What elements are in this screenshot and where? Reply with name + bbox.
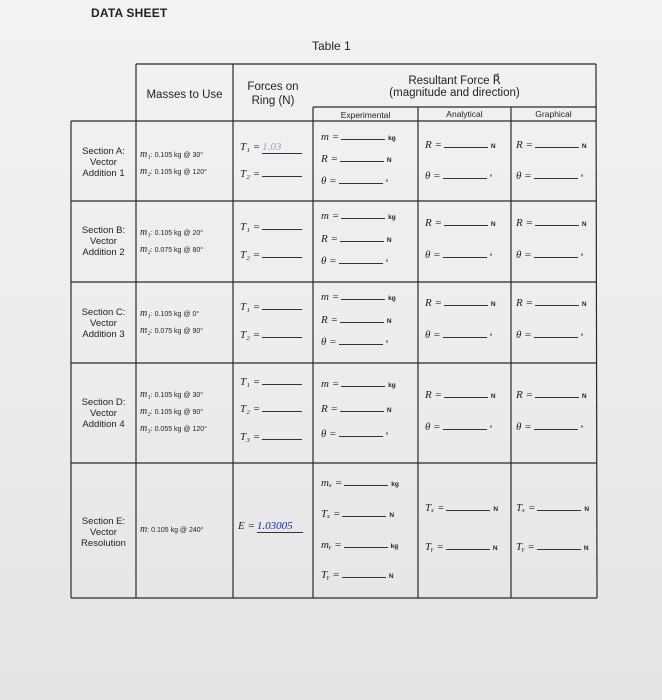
b-exp-theta[interactable]: θ = ° bbox=[321, 255, 389, 267]
e-ana-tx[interactable]: Tₓ = N bbox=[425, 502, 499, 514]
c-gra-r[interactable]: R = N bbox=[516, 297, 587, 309]
c-gra-theta[interactable]: θ = ° bbox=[516, 329, 584, 341]
e-ana-ty[interactable]: Tᵧ = N bbox=[425, 541, 498, 553]
c-t2-field[interactable]: T₂ = bbox=[240, 329, 302, 341]
section-b-label: Section B: Vector Addition 2 bbox=[81, 225, 126, 258]
c-t1-field[interactable]: T₁ = bbox=[240, 301, 302, 313]
b-t2-field[interactable]: T₂ = bbox=[240, 249, 302, 261]
header-analytical: Analytical bbox=[446, 109, 483, 119]
d-ana-r[interactable]: R = N bbox=[425, 389, 496, 401]
c-ana-r[interactable]: R = N bbox=[425, 297, 496, 309]
a-gra-r[interactable]: R = N bbox=[516, 139, 587, 151]
d-ana-theta[interactable]: θ = ° bbox=[425, 421, 493, 433]
a-exp-m[interactable]: m = kg bbox=[321, 131, 396, 143]
header-forces-line1: Forces on bbox=[247, 81, 299, 93]
section-c-label: Section C: Vector Addition 3 bbox=[81, 307, 126, 340]
c-exp-m[interactable]: m = kg bbox=[321, 291, 396, 303]
a-t2-field[interactable]: T₂ = bbox=[240, 168, 302, 180]
c-ana-theta[interactable]: θ = ° bbox=[425, 329, 493, 341]
d-gra-theta[interactable]: θ = ° bbox=[516, 421, 584, 433]
e-exp-ty[interactable]: Tᵧ = N bbox=[321, 569, 394, 581]
a-gra-theta[interactable]: θ = ° bbox=[516, 170, 584, 182]
section-d-label: Section D: Vector Addition 4 bbox=[81, 397, 126, 430]
d-t2-field[interactable]: T₂ = bbox=[240, 403, 302, 415]
table-title: Table 1 bbox=[312, 39, 351, 53]
e-exp-mx[interactable]: mₓ = kg bbox=[321, 477, 399, 489]
e-value-field[interactable]: E = 1.03005 bbox=[238, 520, 303, 533]
d-t3-field[interactable]: T₃ = bbox=[240, 431, 302, 443]
header-resultant-line2: (magnitude and direction) bbox=[389, 87, 520, 99]
b-gra-r[interactable]: R = N bbox=[516, 217, 587, 229]
b-t1-field[interactable]: T₁ = bbox=[240, 221, 302, 233]
a-t1-handwritten: 1.03 bbox=[262, 141, 282, 153]
d-t1-field[interactable]: T₁ = bbox=[240, 376, 302, 388]
b-exp-m[interactable]: m = kg bbox=[321, 210, 396, 222]
section-e-masses: m: 0.105 kg @ 240° bbox=[140, 524, 204, 535]
sheet-title: DATA SHEET bbox=[91, 6, 168, 20]
d-exp-theta[interactable]: θ = ° bbox=[321, 428, 389, 440]
e-exp-tx[interactable]: Tₓ = N bbox=[321, 508, 395, 520]
c-exp-r[interactable]: R = N bbox=[321, 314, 392, 326]
b-ana-theta[interactable]: θ = ° bbox=[425, 249, 493, 261]
e-exp-my[interactable]: mᵧ = kg bbox=[321, 539, 399, 551]
a-exp-r[interactable]: R = N bbox=[321, 153, 392, 165]
d-gra-r[interactable]: R = N bbox=[516, 389, 587, 401]
e-value-handwritten: 1.03005 bbox=[256, 520, 293, 532]
header-graphical: Graphical bbox=[535, 109, 572, 119]
section-d-masses: m₁: 0.105 kg @ 30° m₂: 0.105 kg @ 90° m₃: 0.055 kg @ 120° bbox=[140, 389, 207, 434]
a-ana-r[interactable]: R = N bbox=[425, 139, 496, 151]
d-exp-m[interactable]: m = kg bbox=[321, 378, 396, 390]
section-b-masses: m₁: 0.105 kg @ 20° m₂: 0.075 kg @ 80° bbox=[140, 227, 204, 255]
e-gra-tx[interactable]: Tₓ = N bbox=[516, 502, 590, 514]
section-c-masses: m₁: 0.105 kg @ 0° m₂: 0.075 kg @ 90° bbox=[140, 308, 204, 336]
b-gra-theta[interactable]: θ = ° bbox=[516, 249, 584, 261]
e-gra-ty[interactable]: Tᵧ = N bbox=[516, 541, 589, 553]
a-exp-theta[interactable]: θ = ° bbox=[321, 175, 389, 187]
b-ana-r[interactable]: R = N bbox=[425, 217, 496, 229]
a-t1-field[interactable]: T₁ = 1.03 bbox=[240, 141, 302, 154]
header-resultant-line1: Resultant Force R⃗ bbox=[408, 75, 501, 87]
d-exp-r[interactable]: R = N bbox=[321, 403, 392, 415]
section-a-label: Section A: Vector Addition 1 bbox=[82, 146, 125, 179]
header-forces-line2: Ring (N) bbox=[251, 95, 295, 107]
section-a-masses: m₁: 0.105 kg @ 30° m₂: 0.105 kg @ 120° bbox=[140, 149, 207, 177]
c-exp-theta[interactable]: θ = ° bbox=[321, 336, 389, 348]
section-e-label: Section E: Vector Resolution bbox=[81, 516, 126, 549]
header-masses: Masses to Use bbox=[146, 89, 223, 101]
header-experimental: Experimental bbox=[340, 110, 391, 120]
b-exp-r[interactable]: R = N bbox=[321, 233, 392, 245]
a-ana-theta[interactable]: θ = ° bbox=[425, 170, 493, 182]
